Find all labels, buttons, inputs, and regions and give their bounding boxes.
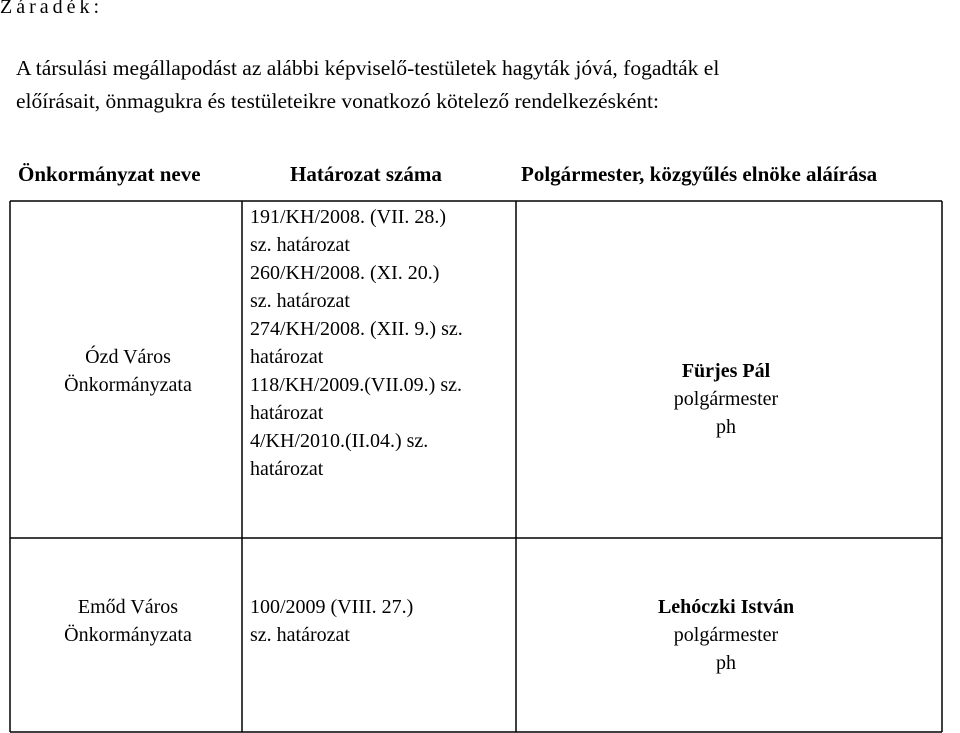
resolution-line: határozat	[250, 402, 324, 424]
signatory-title: polgármester	[673, 388, 779, 410]
resolution-line: 191/KH/2008. (VII. 28.)	[250, 206, 447, 228]
resolution-line: sz. határozat	[250, 290, 350, 312]
table-row-1-resolutions	[250, 203, 530, 483]
resolution-line: határozat	[250, 458, 324, 480]
table-row-2-municipality	[14, 593, 242, 649]
header-signature: Polgármester, közgyűlés elnöke aláírása	[521, 162, 878, 186]
table-row-1-signature	[520, 357, 932, 441]
intro-paragraph	[16, 52, 956, 118]
signatory-name: Lehóczki István	[657, 596, 795, 618]
seal-mark: ph	[716, 416, 736, 438]
resolution-line: 260/KH/2008. (XI. 20.)	[250, 262, 440, 284]
header-municipality-name: Önkormányzat neve	[18, 162, 201, 186]
municipality-name-line: Ózd Város	[85, 346, 171, 368]
resolution-line: sz. határozat	[250, 234, 350, 256]
resolution-line: 274/KH/2008. (XII. 9.) sz.	[250, 318, 463, 340]
resolution-line: sz. határozat	[250, 624, 350, 646]
municipality-name-line: Önkormányzata	[64, 374, 192, 396]
signatory-title: polgármester	[673, 624, 779, 646]
table-row-2-resolutions	[250, 593, 530, 649]
resolution-line: 118/KH/2009.(VII.09.) sz.	[250, 374, 463, 396]
seal-mark: ph	[716, 652, 736, 674]
signatory-name: Fürjes Pál	[681, 360, 771, 382]
header-resolution-number: Határozat száma	[290, 162, 442, 186]
resolution-line: határozat	[250, 346, 324, 368]
intro-line-2: előírásait, önmagukra és testületeikre vonatkozó kötelező rendelkezésként:	[16, 89, 659, 113]
resolution-line: 100/2009 (VIII. 27.)	[250, 596, 414, 618]
municipality-name-line: Emőd Város	[77, 596, 179, 618]
table-row-1-municipality	[14, 343, 242, 399]
municipality-name-line: Önkormányzata	[64, 624, 192, 646]
table-row-2-signature	[520, 593, 932, 677]
intro-line-1: A társulási megállapodást az alábbi képviselő-testületek hagyták jóvá, fogadták el	[16, 56, 720, 80]
closing-clause-heading: Záradék:	[0, 0, 104, 18]
resolution-line: 4/KH/2010.(II.04.) sz.	[250, 430, 429, 452]
